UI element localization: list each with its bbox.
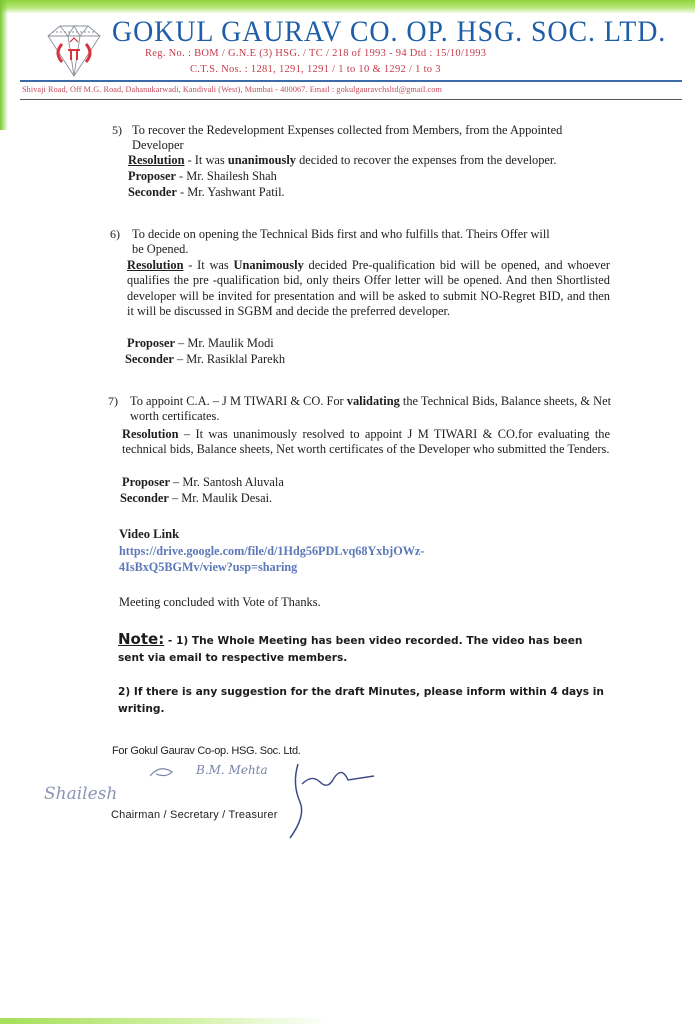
item-title: To recover the Redevelopment Expenses collected from Members, from the Appointed [132,123,563,137]
signature-organization: For Gokul Gaurav Co-op. HSG. Soc. Ltd. [112,745,301,757]
item-resolution: Resolution - It was Unanimously decided Pre-qualification bid will be opened, and whoever qualifies the pre -qualification bid, only theirs Offer letter will be opened. And then Shortlisted developer will be invited for presentation and will be asked to submit NO-Regret BID, and then it will be discussed in SGBM and decide the preferred developer. [127,258,610,319]
resolution-label: Resolution [127,258,184,272]
item-number: 7) [108,394,118,408]
item-title: To appoint C.A. – J M TIWARI & CO. For validating the Technical Bids, Balance sheets, & Net worth certificates. [130,394,612,424]
item-number: 5) [112,123,122,137]
item-title: To decide on opening the Technical Bids first and who fulfills that. Theirs Offer will [132,227,550,241]
header-divider [20,80,682,82]
item-title-cont: be Opened. [132,242,189,256]
cts-numbers: C.T.S. Nos. : 1281, 1291, 1291 / 1 to 10 & 1292 / 1 to 3 [190,64,441,75]
item-proposer: Proposer – Mr. Santosh Aluvala [122,475,284,489]
note-2: 2) If there is any suggestion for the draft Minutes, please inform within 4 days in writing. [118,686,604,715]
video-link-label: Video Link [119,527,180,541]
registration-number: Reg. No. : BOM / G.N.E (3) HSG. / TC / 218 of 1993 - 94 Dtd : 15/10/1993 [145,48,487,59]
item-seconder: Seconder - Mr. Yashwant Patil. [128,185,285,199]
header-divider-bottom [20,99,682,100]
note-1: Note: - 1) The Whole Meeting has been video recorded. The video has been sent via email to respective members. [118,630,583,664]
item-title-cont: Developer [132,138,184,152]
resolution-label: Resolution [122,427,179,441]
item-number: 6) [110,227,120,241]
signature-roles: Chairman / Secretary / Treasurer [111,809,278,821]
item-proposer: Proposer – Mr. Maulik Modi [127,336,274,350]
resolution-label: Resolution [128,153,185,167]
item-resolution: Resolution - It was unanimously decided to recover the expenses from the developer. [128,153,557,167]
note-label: Note: [118,630,165,648]
signature-secretary: B.M. Mehta [196,763,268,777]
letterhead [0,0,695,110]
page-edge-green-bottom [0,1018,330,1024]
video-link-url-cont[interactable]: 4IsBxQ5BGMv/view?usp=sharing [119,560,298,574]
item-resolution: Resolution – It was unanimously resolved to appoint J M TIWARI & CO.for evaluating the technical bids, Balance sheets, Net worth certificates of the Developer who submitted the Tenders. [122,427,610,457]
item-proposer: Proposer - Mr. Shailesh Shah [128,169,277,183]
closing-remark: Meeting concluded with Vote of Thanks. [119,595,321,609]
organization-name: GOKUL GAURAV CO. OP. HSG. SOC. LTD. [112,15,667,48]
video-link-url[interactable]: https://drive.google.com/file/d/1Hdg56PDLvq68YxbjOWz- [119,544,425,558]
item-seconder: Seconder – Mr. Rasiklal Parekh [125,352,286,366]
item-seconder: Seconder – Mr. Maulik Desai. [120,491,273,505]
address-and-email: Shivaji Road, Off M.G. Road, Dahanukarwadi, Kandivali (West), Mumbai - 400067. Email : gokulgauravchsltd@gmail.com [22,85,442,94]
diamond-emblem-icon [40,20,106,78]
signature-chairman: Shailesh [44,784,118,804]
